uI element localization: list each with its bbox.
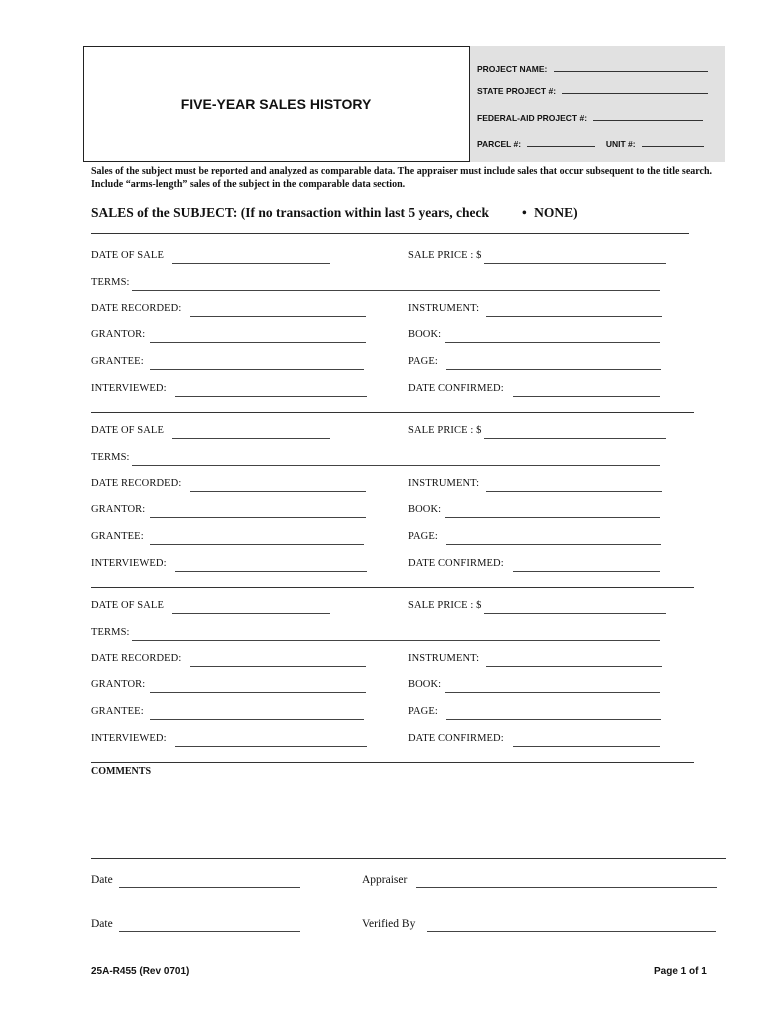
instrument-field[interactable] xyxy=(486,666,662,667)
federal-aid-label: FEDERAL-AID PROJECT #: xyxy=(477,113,588,123)
date-label-2: Date xyxy=(91,918,113,930)
parcel-field[interactable] xyxy=(527,138,595,147)
grantor-field[interactable] xyxy=(150,342,366,343)
book-label: BOOK: xyxy=(408,329,442,340)
book-label: BOOK: xyxy=(408,504,442,515)
page-field[interactable] xyxy=(446,544,661,545)
book-label: BOOK: xyxy=(408,679,442,690)
book-field[interactable] xyxy=(445,692,660,693)
parcel-unit-row xyxy=(477,138,704,149)
instrument-label: INSTRUMENT: xyxy=(408,303,480,314)
date-recorded-label: DATE RECORDED: xyxy=(91,303,182,314)
none-checkbox-bullet[interactable]: • xyxy=(522,205,527,220)
form-id: 25A-R455 (Rev 0701) xyxy=(91,966,190,977)
grantor-label: GRANTOR: xyxy=(91,679,146,690)
none-option[interactable] xyxy=(522,205,578,221)
interviewed-label: INTERVIEWED: xyxy=(91,558,167,569)
terms-field[interactable] xyxy=(132,640,660,641)
interviewed-field[interactable] xyxy=(175,396,367,397)
grantee-label: GRANTEE: xyxy=(91,356,144,367)
grantee-field[interactable] xyxy=(150,719,364,720)
page-label: PAGE: xyxy=(408,356,438,367)
page-field[interactable] xyxy=(446,369,661,370)
date-field-1[interactable] xyxy=(119,887,300,888)
sale-price-field[interactable] xyxy=(484,263,666,264)
unit-label: UNIT #: xyxy=(605,139,636,149)
comments-rule xyxy=(91,858,726,859)
date-of-sale-label: DATE OF SALE xyxy=(91,425,164,436)
interviewed-field[interactable] xyxy=(175,571,367,572)
page-field[interactable] xyxy=(446,719,661,720)
sale-price-label: SALE PRICE : $ xyxy=(408,250,482,261)
interviewed-label: INTERVIEWED: xyxy=(91,733,167,744)
terms-label: TERMS: xyxy=(91,627,130,638)
terms-label: TERMS: xyxy=(91,452,130,463)
date-of-sale-label: DATE OF SALE xyxy=(91,600,164,611)
comments-label: COMMENTS xyxy=(91,766,151,777)
form-title: FIVE-YEAR SALES HISTORY xyxy=(180,96,372,112)
sale-price-field[interactable] xyxy=(484,613,666,614)
grantee-field[interactable] xyxy=(150,544,364,545)
date-confirmed-label: DATE CONFIRMED: xyxy=(408,383,504,394)
instrument-label: INSTRUMENT: xyxy=(408,653,480,664)
heading-rule xyxy=(91,233,689,234)
instrument-label: INSTRUMENT: xyxy=(408,478,480,489)
state-project-label: STATE PROJECT #: xyxy=(477,86,557,96)
interviewed-label: INTERVIEWED: xyxy=(91,383,167,394)
block-separator xyxy=(91,587,694,588)
unit-field[interactable] xyxy=(642,138,704,147)
instrument-field[interactable] xyxy=(486,316,662,317)
federal-aid-field[interactable] xyxy=(593,112,703,121)
appraiser-field[interactable] xyxy=(416,887,717,888)
grantee-label: GRANTEE: xyxy=(91,531,144,542)
grantee-label: GRANTEE: xyxy=(91,706,144,717)
page-label: PAGE: xyxy=(408,706,438,717)
date-confirmed-field[interactable] xyxy=(513,396,660,397)
book-field[interactable] xyxy=(445,517,660,518)
date-recorded-field[interactable] xyxy=(190,491,366,492)
appraiser-label: Appraiser xyxy=(362,874,408,886)
date-confirmed-field[interactable] xyxy=(513,746,660,747)
date-of-sale-field[interactable] xyxy=(172,438,330,439)
interviewed-field[interactable] xyxy=(175,746,367,747)
terms-field[interactable] xyxy=(132,465,660,466)
terms-label: TERMS: xyxy=(91,277,130,288)
grantor-label: GRANTOR: xyxy=(91,504,146,515)
project-name-field[interactable] xyxy=(554,63,708,72)
date-recorded-field[interactable] xyxy=(190,316,366,317)
verified-by-field[interactable] xyxy=(427,931,716,932)
grantor-field[interactable] xyxy=(150,517,366,518)
instructions-text: Sales of the subject must be reported and analyzed as comparable data. The appraiser must include sales that occur subsequent to the title search. Include “arms-length” sales of the subject in the comparable data section. xyxy=(91,166,713,190)
federal-aid-row xyxy=(477,112,703,123)
grantor-label: GRANTOR: xyxy=(91,329,146,340)
terms-field[interactable] xyxy=(132,290,660,291)
grantee-field[interactable] xyxy=(150,369,364,370)
date-confirmed-label: DATE CONFIRMED: xyxy=(408,733,504,744)
sale-price-label: SALE PRICE : $ xyxy=(408,600,482,611)
date-recorded-field[interactable] xyxy=(190,666,366,667)
page-label: PAGE: xyxy=(408,531,438,542)
parcel-label: PARCEL #: xyxy=(477,139,522,149)
none-label: NONE) xyxy=(534,205,578,220)
block-separator xyxy=(91,762,694,763)
state-project-field[interactable] xyxy=(562,85,708,94)
date-confirmed-field[interactable] xyxy=(513,571,660,572)
date-field-2[interactable] xyxy=(119,931,300,932)
date-label-1: Date xyxy=(91,874,113,886)
sale-price-field[interactable] xyxy=(484,438,666,439)
instrument-field[interactable] xyxy=(486,491,662,492)
sale-price-label: SALE PRICE : $ xyxy=(408,425,482,436)
page-number: Page 1 of 1 xyxy=(654,966,707,977)
state-project-row xyxy=(477,85,708,96)
block-separator xyxy=(91,412,694,413)
project-name-label: PROJECT NAME: xyxy=(477,64,548,74)
date-of-sale-label: DATE OF SALE xyxy=(91,250,164,261)
date-recorded-label: DATE RECORDED: xyxy=(91,478,182,489)
verified-by-label: Verified By xyxy=(362,918,416,930)
grantor-field[interactable] xyxy=(150,692,366,693)
date-of-sale-field[interactable] xyxy=(172,263,330,264)
date-confirmed-label: DATE CONFIRMED: xyxy=(408,558,504,569)
book-field[interactable] xyxy=(445,342,660,343)
project-name-row xyxy=(477,63,708,74)
date-recorded-label: DATE RECORDED: xyxy=(91,653,182,664)
subject-heading: SALES of the SUBJECT: (If no transaction within last 5 years, check xyxy=(91,205,490,220)
date-of-sale-field[interactable] xyxy=(172,613,330,614)
